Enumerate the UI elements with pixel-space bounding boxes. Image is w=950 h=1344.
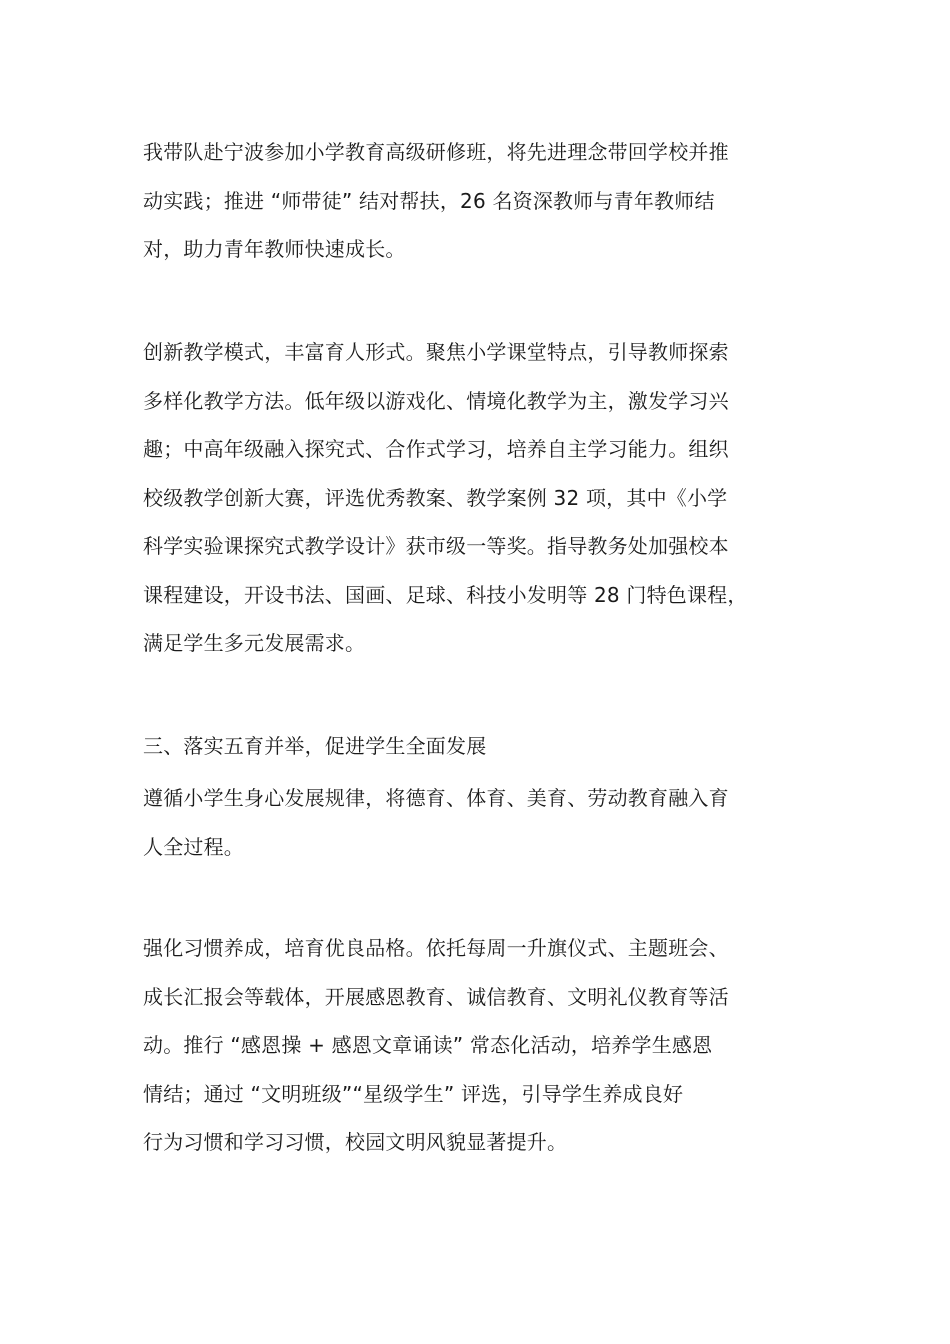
section-heading-five-education: 三、落实五育并举，促进学生全面发展: [143, 734, 487, 758]
paragraph-habit-formation: 强化习惯养成，培育优良品格。依托每周一升旗仪式、主题班会、 成长汇报会等载体，开展感恩教育、诚信教育、文明礼仪教育等活 动。推行 “感恩操 + 感恩文章诵读” 常态化活动，培养学生感恩 情结；通过 “文明班级”“星级学生” 评选，引导学生养成良好 行为习惯和学习习惯，校园文明风貌显著提升。: [143, 936, 729, 1154]
paragraph-teaching-innovation: 创新教学模式，丰富育人形式。聚焦小学课堂特点，引导教师探索 多样化教学方法。低年级以游戏化、情境化教学为主，激发学习兴 趣；中高年级融入探究式、合作式学习，培养自主学习能力。组织 校级教学创新大赛，评选优秀教案、教学案例 32 项，其中《小学 科学实验课探究式教学设计》获市级一等奖。指导教务处加强校本 课程建设，开设书法、国画、足球、科技小发明等 28 门特色课程， 满足学生多元发展需求。: [143, 340, 748, 655]
paragraph-teacher-training: 我带队赴宁波参加小学教育高级研修班，将先进理念带回学校并推 动实践；推进 “师带徒” 结对帮扶，26 名资深教师与青年教师结 对，助力青年教师快速成长。: [143, 140, 729, 261]
paragraph-development-rules: 遵循小学生身心发展规律，将德育、体育、美育、劳动教育融入育 人全过程。: [143, 786, 729, 859]
